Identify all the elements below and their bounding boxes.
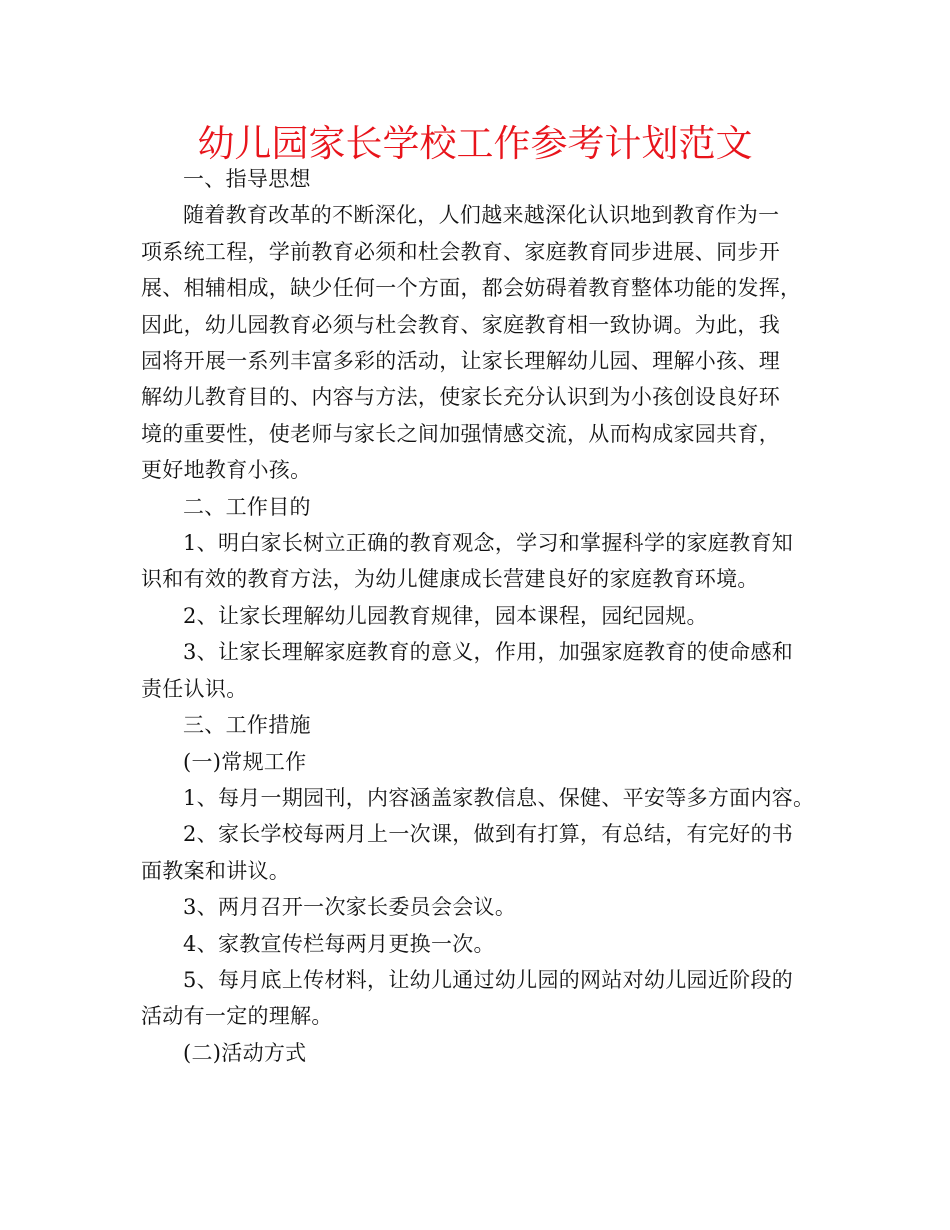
text-line: 1、每月一期园刊，内容涵盖家教信息、保健、平安等多方面内容。 [183,785,815,810]
text-line: 3、让家长理解家庭教育的意义，作用，加强家庭教育的使命感和 [183,640,794,665]
text-line: 4、家教宣传栏每两月更换一次。 [183,931,495,956]
list-item-routine-3 [141,889,813,925]
text-line: 一、指导思想 [183,167,311,191]
list-item-goal-3 [141,634,813,707]
document-body [141,161,813,1071]
text-line: 责任认识。 [141,676,248,701]
section-heading-guiding-ideology [141,161,813,197]
text-line: 2、家长学校每两月上一次课，做到有打算，有总结，有完好的书 [183,822,794,847]
subsection-heading-activity-forms [141,1035,813,1071]
list-item-routine-5 [141,962,813,1035]
text-line: 二、工作目的 [183,494,311,519]
paragraph-guiding-ideology [141,197,813,488]
text-line: (二)活动方式 [183,1040,307,1065]
subsection-heading-routine-work [141,744,813,780]
section-heading-work-measures [141,707,813,743]
document-title: 幼儿园家长学校工作参考计划范文 [197,122,753,165]
list-item-routine-1 [141,780,813,816]
text-line: 园将开展一系列丰富多彩的活动，让家长理解幼儿园、理解小孩、理 [141,349,780,374]
text-line: 三、工作措施 [183,713,311,738]
text-line: 更好地教育小孩。 [141,458,312,483]
text-line: 解幼儿教育目的、内容与方法，使家长充分认识到为小孩创设良好环 [141,385,780,410]
text-line: 3、两月召开一次家长委员会会议。 [183,895,517,920]
text-line: 识和有效的教育方法，为幼儿健康成长营建良好的家庭教育环境。 [141,567,759,592]
list-item-goal-2 [141,598,813,634]
text-line: 展、相辅相成，缺少任何一个方面，都会妨碍着教育整体功能的发挥， [141,276,802,301]
list-item-goal-1 [141,525,813,598]
text-line: 项系统工程，学前教育必须和杜会教育、家庭教育同步进展、同步开 [141,239,780,264]
section-heading-work-goals [141,489,813,525]
text-line: 面教案和讲议。 [141,858,291,883]
text-line: 5、每月底上传材料，让幼儿通过幼儿园的网站对幼儿园近阶段的 [183,967,794,992]
text-line: (一)常规工作 [183,749,307,774]
text-line: 2、让家长理解幼儿园教育规律，园本课程，园纪园规。 [183,603,708,628]
text-line: 因此，幼儿园教育必须与杜会教育、家庭教育相一致协调。为此，我 [141,312,780,337]
text-line: 1、明白家长树立正确的教育观念，学习和掌握科学的家庭教育知 [183,531,794,556]
text-line: 随着教育改革的不断深化，人们越来越深化认识地到教育作为一 [183,203,780,228]
list-item-routine-4 [141,926,813,962]
list-item-routine-2 [141,816,813,889]
text-line: 境的重要性，使老师与家长之间加强情感交流，从而构成家园共育， [141,421,780,446]
text-line: 活动有一定的理解。 [141,1004,333,1029]
